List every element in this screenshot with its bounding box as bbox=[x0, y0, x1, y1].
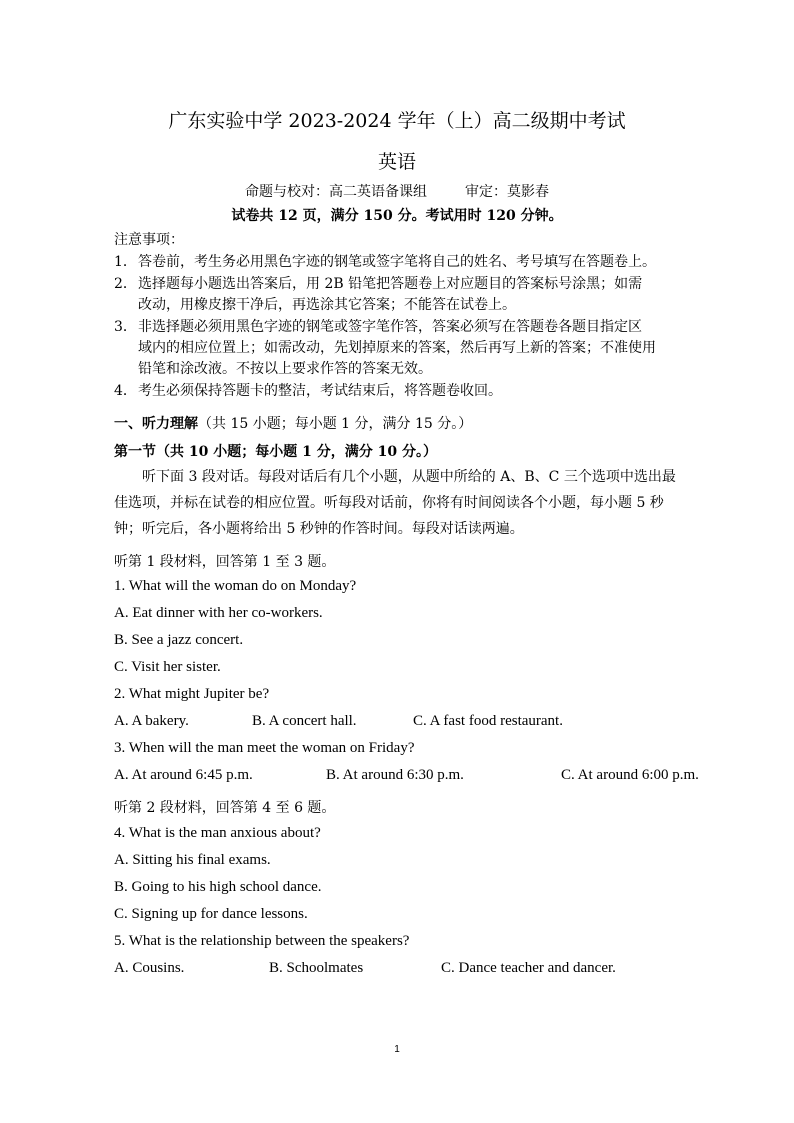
note-number: 2． bbox=[114, 276, 137, 292]
question-3-stem: 3. When will the man meet the woman on Friday? bbox=[114, 740, 415, 756]
question-2-option-c: C. A fast food restaurant. bbox=[413, 713, 563, 729]
question-4-option-a: A. Sitting his final exams. bbox=[114, 852, 271, 868]
subject-title: 英语 bbox=[377, 151, 416, 173]
question-2-stem: 2. What might Jupiter be? bbox=[114, 686, 270, 702]
note-line-continued: 改动，用橡皮擦干净后，再选涂其它答案；不能答在试卷上。 bbox=[138, 297, 516, 313]
credits-line bbox=[0, 181, 794, 201]
question-3-option-a: A. At around 6:45 p.m. bbox=[114, 767, 253, 783]
question-4-option-b: B. Going to his high school dance. bbox=[114, 879, 322, 895]
section-title-main: 一、听力理解 bbox=[114, 416, 198, 432]
reviewer-text: 审定：莫影春 bbox=[465, 184, 549, 200]
exam-info: 试卷共 12 页，满分 150 分。考试用时 120 分钟。 bbox=[231, 208, 563, 224]
question-1-option-c: C. Visit her sister. bbox=[114, 659, 221, 675]
question-4-stem: 4. What is the man anxious about? bbox=[114, 825, 321, 841]
note-item-1 bbox=[114, 251, 656, 271]
passage-1-intro: 听第 1 段材料，回答第 1 至 3 题。 bbox=[114, 554, 336, 570]
note-item-3 bbox=[114, 316, 642, 336]
question-2-option-b: B. A concert hall. bbox=[252, 713, 357, 729]
note-line-continued: 铅笔和涂改液。不按以上要求作答的答案无效。 bbox=[138, 361, 432, 377]
part-title: 第一节（共 10 小题；每小题 1 分，满分 10 分。） bbox=[114, 444, 437, 460]
note-line-continued: 域内的相应位置上；如需改动，先划掉原来的答案，然后再写上新的答案；不准使用 bbox=[138, 340, 656, 356]
note-line: 考生必须保持答题卡的整洁，考试结束后，将答题卷收回。 bbox=[138, 383, 502, 399]
question-1-option-b: B. See a jazz concert. bbox=[114, 632, 244, 648]
question-3-option-c: C. At around 6:00 p.m. bbox=[561, 767, 699, 783]
question-5-option-b: B. Schoolmates bbox=[269, 960, 364, 976]
section-title-rest: （共 15 小题；每小题 1 分，满分 15 分。） bbox=[198, 416, 473, 432]
page-number: 1 bbox=[394, 1044, 400, 1055]
note-item-4 bbox=[114, 380, 502, 400]
exam-title: 广东实验中学 2023-2024 学年（上）高二级期中考试 bbox=[168, 110, 626, 132]
section-title bbox=[114, 413, 472, 433]
note-line: 答卷前，考生务必用黑色字迹的钢笔或签字笔将自己的姓名、考号填写在答题卷上。 bbox=[138, 254, 656, 270]
question-1-stem: 1. What will the woman do on Monday? bbox=[114, 578, 357, 594]
question-5-stem: 5. What is the relationship between the speakers? bbox=[114, 933, 410, 949]
passage-2-intro: 听第 2 段材料，回答第 4 至 6 题。 bbox=[114, 800, 336, 816]
question-2-option-a: A. A bakery. bbox=[114, 713, 189, 729]
question-4-option-c: C. Signing up for dance lessons. bbox=[114, 906, 308, 922]
note-line: 选择题每小题选出答案后，用 2B 铅笔把答题卷上对应题目的答案标号涂黑；如需 bbox=[138, 276, 643, 292]
note-number: 1． bbox=[114, 254, 137, 270]
note-number: 3． bbox=[114, 319, 137, 335]
listening-instructions: 听下面 3 段对话。每段对话后有几个小题，从题中所给的 A、B、C 三个选项中选出最佳选项，并标在试卷的相应位置。听每段对话前，你将有时间阅读各个小题，每小题 5 秒钟；听完后，各小题将给出 5 秒钟的作答时间。每段对话读两遍。 bbox=[114, 469, 676, 537]
note-line: 非选择题必须用黑色字迹的钢笔或签字笔作答，答案必须写在答题卷各题目指定区 bbox=[138, 319, 642, 335]
question-1-option-a: A. Eat dinner with her co-workers. bbox=[114, 605, 323, 621]
question-5-option-c: C. Dance teacher and dancer. bbox=[441, 960, 616, 976]
question-3-option-b: B. At around 6:30 p.m. bbox=[326, 767, 464, 783]
notes-heading: 注意事项： bbox=[114, 232, 184, 248]
note-item-2 bbox=[114, 273, 642, 293]
question-5-option-a: A. Cousins. bbox=[114, 960, 185, 976]
setter-text: 命题与校对：高二英语备课组 bbox=[245, 184, 427, 200]
note-number: 4． bbox=[114, 383, 137, 399]
